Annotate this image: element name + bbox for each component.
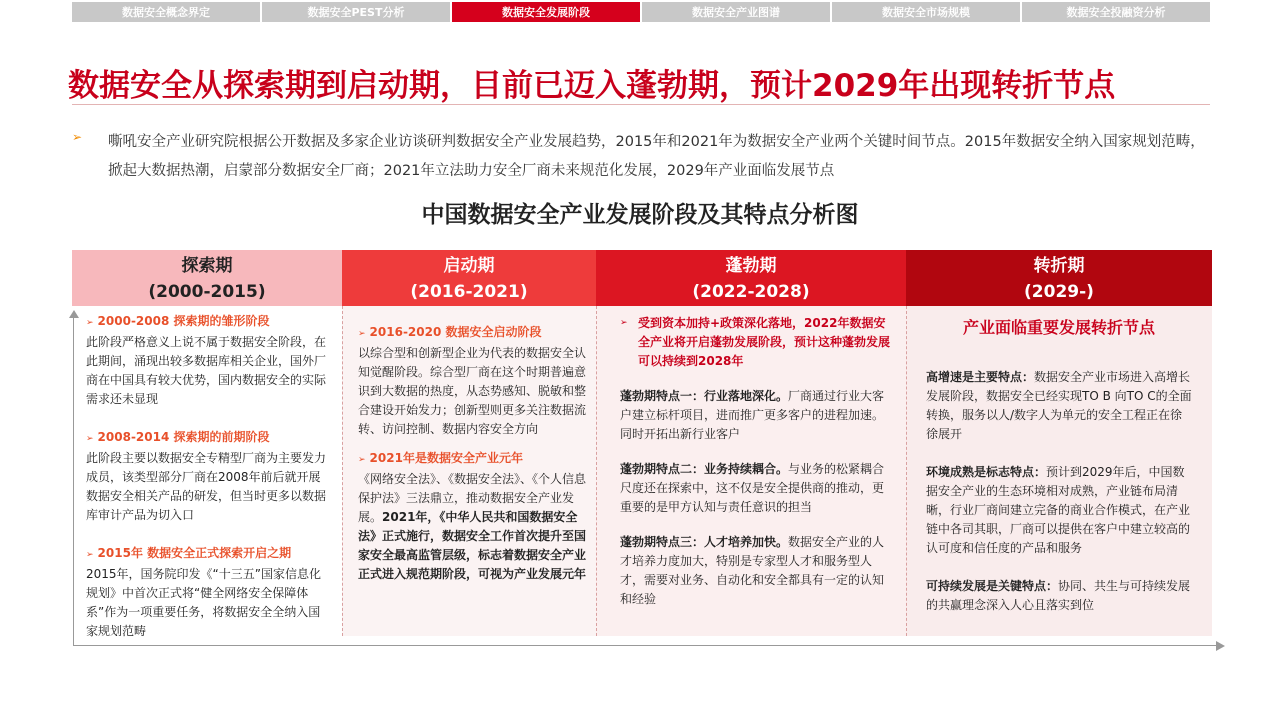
phase-header-exploration bbox=[72, 250, 342, 306]
feature-item: 蓬勃期特点三：人才培养加快。数据安全产业的人才培养力度加大，特别是专家型人才和服务型人才，需要对业务、自动化和安全都具有一定的认知和经验 bbox=[620, 535, 885, 606]
column-separator bbox=[906, 306, 907, 636]
tab-stages[interactable]: 数据安全发展阶段 bbox=[452, 2, 640, 22]
phase-body-turning bbox=[906, 306, 1212, 636]
column-separator bbox=[342, 306, 343, 636]
triangle-bullet-icon: ➢ bbox=[620, 318, 628, 328]
column-separator bbox=[596, 306, 597, 636]
bullet-arrow-icon: ➢ bbox=[72, 130, 83, 144]
phase-years: (2029-) bbox=[1024, 282, 1094, 302]
intro-text: 嘶吼安全产业研究院根据公开数据及多家企业访谈研判数据安全产业发展趋势，2015年和2021年为数据安全产业两个关键时间节点。2015年数据安全纳入国家规划范畴，掀起大数据热潮，启蒙部分数据安全厂商；2021年立法助力安全厂商未来规范化发展，2029年产业面临发展节点 bbox=[108, 134, 1205, 179]
triangle-bullet-icon: ➢ bbox=[358, 329, 366, 339]
feature-item: 蓬勃期特点二：业务持续耦合。与业务的松紧耦合尺度还在探索中，这不仅是安全提供商的推动，更重要的是甲方认知与责任意识的担当 bbox=[620, 462, 885, 514]
phase-body-startup bbox=[342, 306, 596, 636]
diagram-title: 中国数据安全产业发展阶段及其特点分析图 bbox=[421, 202, 859, 228]
stage-heading: ➢ 2008-2014 探索期的前期阶段 bbox=[86, 430, 270, 444]
intro-block bbox=[72, 128, 1210, 186]
page-title: 数据安全从探索期到启动期，目前已迈入蓬勃期，预计2029年出现转折节点 bbox=[68, 68, 1116, 104]
stage-text: 以综合型和创新型企业为代表的数据安全认知觉醒阶段。综合型厂商在这个时期普遍意识到大数据的热度，从态势感知、脱敏和整合建设开始发力；创新型则更多关注数据流转、访问控制、数据内容安全方向 bbox=[358, 346, 587, 436]
tab-industry-map[interactable]: 数据安全产业图谱 bbox=[642, 2, 830, 22]
tab-market-size[interactable]: 数据安全市场规模 bbox=[832, 2, 1020, 22]
phase-name: 转折期 bbox=[1033, 256, 1085, 276]
time-axis bbox=[73, 645, 1218, 646]
stage-text: 此阶段严格意义上说不属于数据安全阶段，在此期间，涌现出较多数据库相关企业，国外厂商在中国具有较大优势，国内数据安全的实际需求还未显现 bbox=[86, 335, 327, 406]
phase-years: (2016-2021) bbox=[410, 282, 528, 302]
triangle-bullet-icon: ➢ bbox=[86, 434, 94, 444]
feature-item: 高增速是主要特点：数据安全产业市场进入高增长发展阶段，数据安全已经实现TO B 向TO C的全面转换，服务以人/数字人为单元的安全工程正在徐徐展开 bbox=[926, 370, 1192, 441]
stage-text: 2015年，国务院印发《“十三五”国家信息化规划》中首次正式将“健全网络安全保障体系”作为一项重要任务，将数据安全全纳入国家规划范畴 bbox=[86, 567, 321, 638]
turning-headline: 产业面临重要发展转折节点 bbox=[962, 318, 1155, 337]
triangle-bullet-icon: ➢ bbox=[86, 550, 94, 560]
title-divider bbox=[72, 104, 1210, 105]
milestone-text: 2021年，《中华人民共和国数据安全法》正式施行，数据安全工作首次提升至国家安全最高监管层级，标志着数据安全产业正式进入规范期阶段，可视为产业发展元年 bbox=[358, 510, 587, 581]
tab-investment[interactable]: 数据安全投融资分析 bbox=[1022, 2, 1210, 22]
phase-years: (2000-2015) bbox=[148, 282, 266, 302]
tab-concept[interactable]: 数据安全概念界定 bbox=[72, 2, 260, 22]
boom-headline: ➢ 受到资本加持+政策深化落地，2022年数据安全产业将开启蓬勃发展阶段，预计这种蓬勃发展可以持续到2028年 bbox=[620, 316, 891, 368]
phase-body-boom bbox=[596, 306, 906, 636]
vertical-axis bbox=[73, 316, 74, 646]
laws-text: 《网络安全法》、《数据安全法》、《个人信息保护法》三法鼎立，推动数据安全产业发展。 bbox=[358, 472, 587, 524]
phase-name: 蓬勃期 bbox=[725, 256, 777, 276]
section-tabs bbox=[72, 2, 1210, 22]
stage-text bbox=[358, 470, 586, 584]
arrow-up-icon bbox=[69, 310, 79, 318]
phase-body-exploration bbox=[72, 306, 342, 636]
stage-heading: ➢ 2016-2020 数据安全启动阶段 bbox=[358, 325, 542, 339]
arrow-right-icon bbox=[1216, 641, 1225, 651]
phase-header-startup bbox=[342, 250, 596, 306]
stage-text: 此阶段主要以数据安全专精型厂商为主要发力成员，该类型部分厂商在2008年前后就开展数据安全相关产品的研发，但当时更多以数据库审计产品为切入口 bbox=[86, 451, 327, 522]
phase-header-boom bbox=[596, 250, 906, 306]
stage-heading: ➢ 2000-2008 探索期的雏形阶段 bbox=[86, 314, 270, 328]
triangle-bullet-icon: ➢ bbox=[358, 455, 366, 465]
phase-years: (2022-2028) bbox=[692, 282, 810, 302]
phase-header-turning bbox=[906, 250, 1212, 306]
phase-name: 探索期 bbox=[181, 256, 233, 276]
stage-heading: ➢ 2015年 数据安全正式探索开启之期 bbox=[86, 546, 292, 560]
feature-item: 环境成熟是标志特点：预计到2029年后，中国数据安全产业的生态环境相对成熟，产业链布局清晰，行业厂商间建立完备的商业合作模式，在产业链中各司其职，厂商可以提供在客户中建立较高的认可度和信任度的产品和服务 bbox=[926, 465, 1191, 555]
feature-item: 蓬勃期特点一：行业落地深化。厂商通过行业大客户建立标杆项目，进而推广更多客户的进程加速。同时开拓出新行业客户 bbox=[620, 389, 885, 441]
stage-heading: ➢ 2021年是数据安全产业元年 bbox=[358, 451, 523, 465]
triangle-bullet-icon: ➢ bbox=[86, 318, 94, 328]
phase-name: 启动期 bbox=[443, 256, 495, 276]
feature-item: 可持续发展是关键特点：协同、共生与可持续发展的共赢理念深入人心且落实到位 bbox=[926, 579, 1191, 612]
tab-pest[interactable]: 数据安全PEST分析 bbox=[262, 2, 450, 22]
